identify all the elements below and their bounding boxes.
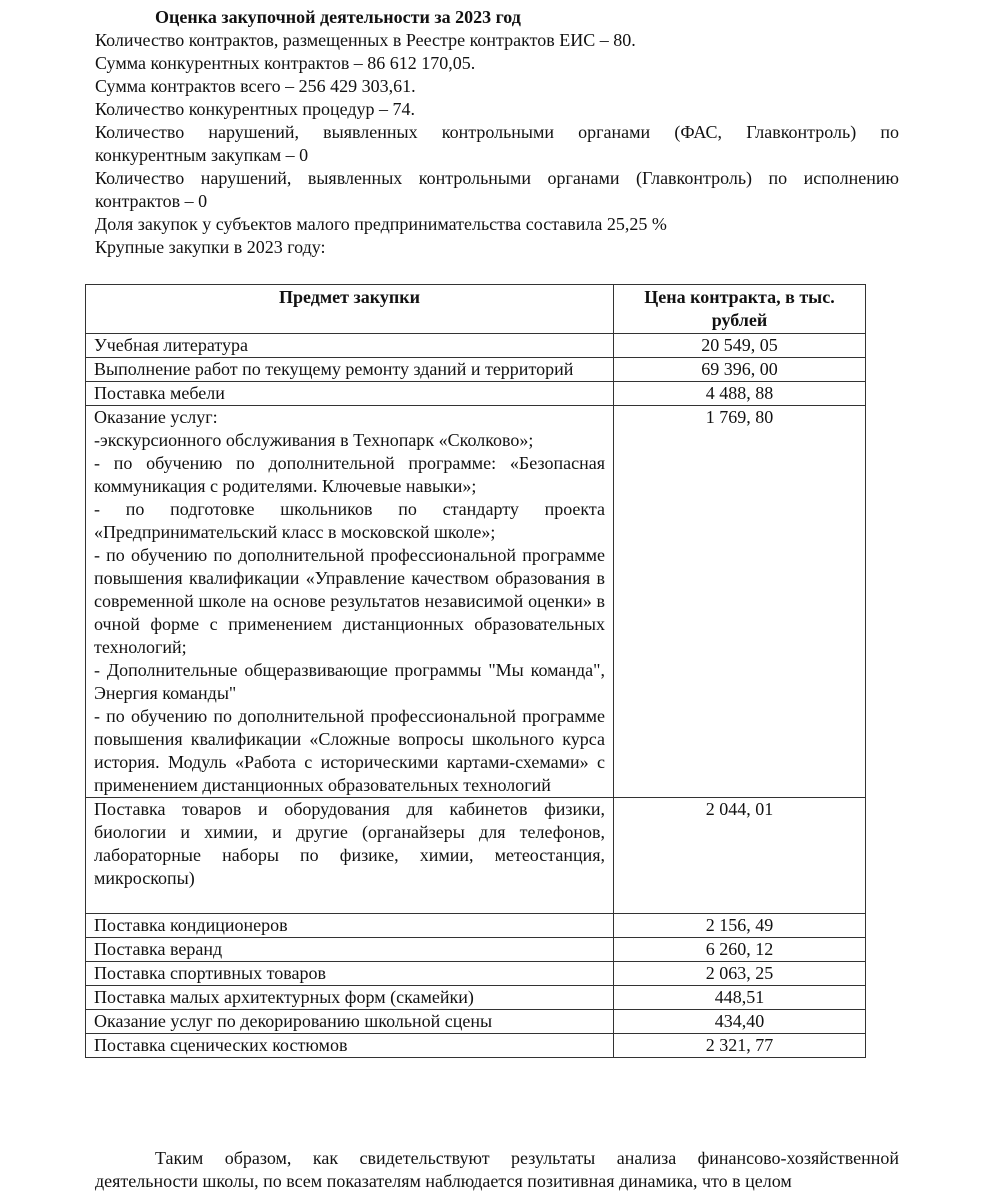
subject-column-header: Предмет закупки [86,285,614,334]
services-line: -экскурсионного обслуживания в Технопарк «Сколково»; [94,430,534,450]
procedures-count-line: Количество конкурентных процедур – 74. [95,99,416,119]
table-row [86,1010,866,1034]
exec-violations-line-1: Количество нарушений, выявленных контрольными органами (Главконтроль) по исполнению [95,168,899,188]
report-title: Оценка закупочной деятельности за 2023 год [155,7,521,27]
exec-violations-line-2: контрактов – 0 [95,191,208,211]
price-cell: 448,51 [614,986,866,1010]
subject-cell: Оказание услуг по декорированию школьной сцены [86,1010,614,1034]
subject-cell: Поставка мебели [86,382,614,406]
table-row [86,406,866,798]
price-cell: 434,40 [614,1010,866,1034]
table-header-row [86,285,866,334]
table-row [86,986,866,1010]
table-row [86,962,866,986]
price-cell: 2 044, 01 [614,798,866,914]
fas-violations-line-2: конкурентным закупкам – 0 [95,145,309,165]
total-sum-line: Сумма контрактов всего – 256 429 303,61. [95,76,416,96]
table-row [86,358,866,382]
services-line: - Дополнительные общеразвивающие программы "Мы команда", Энергия команды" [94,660,605,703]
table-row [86,1034,866,1058]
services-line: - по обучению по дополнительной программе: «Безопасная коммуникация с родителями. Ключевые навыки»; [94,453,605,496]
price-cell: 69 396, 00 [614,358,866,382]
report-summary [95,6,899,259]
subject-cell: Поставка малых архитектурных форм (скамейки) [86,986,614,1010]
subject-cell: Выполнение работ по текущему ремонту зданий и территорий [86,358,614,382]
small-business-share-line: Доля закупок у субъектов малого предпринимательства составила 25,25 % [95,214,667,234]
table-row [86,382,866,406]
price-cell: 6 260, 12 [614,938,866,962]
subject-cell: Поставка веранд [86,938,614,962]
services-line: - по подготовке школьников по стандарту проекта «Предпринимательский класс в московской школе»; [94,499,605,542]
table-row [86,334,866,358]
table-row [86,914,866,938]
price-cell: 20 549, 05 [614,334,866,358]
purchases-table [85,284,866,1058]
fas-violations-line-1: Количество нарушений, выявленных контрольными органами (ФАС, Главконтроль) по [95,122,899,142]
subject-cell: Поставка кондиционеров [86,914,614,938]
price-cell: 4 488, 88 [614,382,866,406]
subject-cell: Поставка товаров и оборудования для кабинетов физики, биологии и химии, и другие (органайзеры для телефонов, лабораторные наборы по физике, химии, метеостанция, микроскопы) [86,798,614,914]
price-column-header: Цена контракта, в тыс. рублей [614,285,866,334]
price-cell: 1 769, 80 [614,406,866,798]
price-cell: 2 156, 49 [614,914,866,938]
table-row [86,938,866,962]
services-line: Оказание услуг: [94,407,218,427]
large-purchases-heading: Крупные закупки в 2023 году: [95,237,326,257]
price-cell: 2 063, 25 [614,962,866,986]
services-line: - по обучению по дополнительной профессиональной программе повышения квалификации «Сложные вопросы школьного курса история. Модуль «Работа с историческими картами-схемами» с применением дистанционных образовательных технологий [94,706,605,795]
table-row [86,798,866,914]
closing-paragraph: Таким образом, как свидетельствуют результаты анализа финансово-хозяйственной деятельности школы, по всем показателям наблюдается позитивная динамика, что в целом [95,1148,899,1191]
services-subject-cell [86,406,614,798]
subject-cell: Учебная литература [86,334,614,358]
subject-cell: Поставка сценических костюмов [86,1034,614,1058]
contracts-count-line: Количество контрактов, размещенных в Реестре контрактов ЕИС – 80. [95,30,636,50]
subject-cell: Поставка спортивных товаров [86,962,614,986]
competitive-sum-line: Сумма конкурентных контрактов – 86 612 170,05. [95,53,476,73]
services-line: - по обучению по дополнительной профессиональной программе повышения квалификации «Управление качеством образования в современной школе на основе результатов независимой оценки» в очной форме с применением дистанционных образовательных технологий; [94,545,605,657]
price-cell: 2 321, 77 [614,1034,866,1058]
